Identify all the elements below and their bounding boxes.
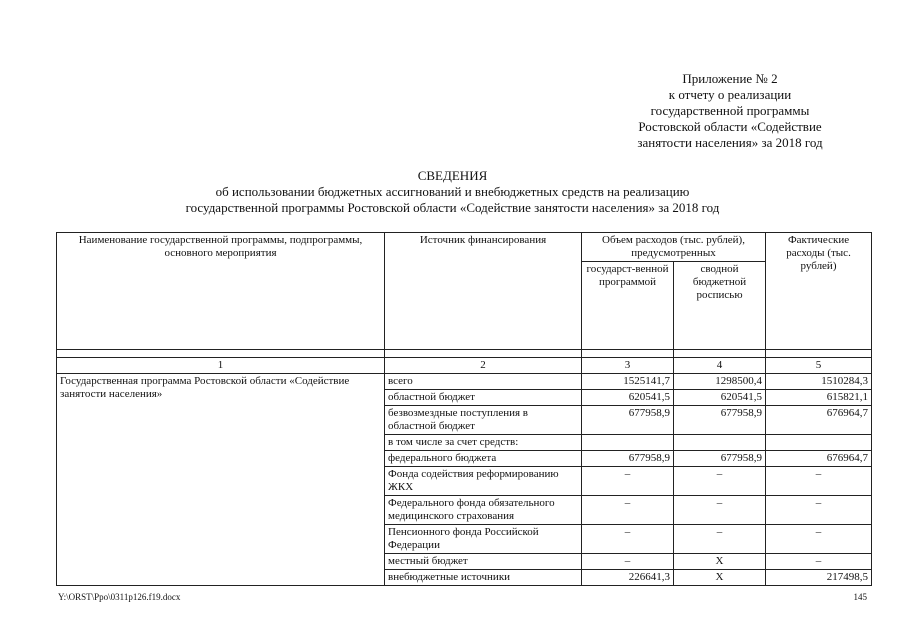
value-state: 677958,9 — [582, 406, 674, 435]
value-actual: 676964,7 — [766, 451, 872, 467]
value-state — [582, 435, 674, 451]
table-header-row — [57, 233, 872, 262]
col-number: 5 — [766, 358, 872, 374]
value-actual — [766, 435, 872, 451]
value-state: 1525141,7 — [582, 374, 674, 390]
title-line: об использовании бюджетных ассигнований и внебюджетных средств на реализацию — [215, 184, 690, 199]
value-budget: 1298500,4 — [674, 374, 766, 390]
col-number: 1 — [57, 358, 385, 374]
source-cell: Пенсионного фонда Российской Федерации — [385, 525, 582, 554]
source-cell: местный бюджет — [385, 554, 582, 570]
value-budget: 620541,5 — [674, 390, 766, 406]
header-volume: Объем расходов (тыс. рублей), предусмотренных — [582, 233, 766, 262]
appendix-line: к отчету о реализации — [668, 87, 792, 102]
value-state: 620541,5 — [582, 390, 674, 406]
value-state: 226641,3 — [582, 570, 674, 586]
header-volume-state: государст-венной программой — [582, 262, 674, 350]
value-state: – — [582, 554, 674, 570]
value-state: – — [582, 496, 674, 525]
col-number: 4 — [674, 358, 766, 374]
appendix-line: Приложение № 2 — [682, 71, 778, 86]
source-cell: областной бюджет — [385, 390, 582, 406]
source-cell: Федерального фонда обязательного медицинского страхования — [385, 496, 582, 525]
value-actual: – — [766, 525, 872, 554]
value-actual: 1510284,3 — [766, 374, 872, 390]
source-cell: всего — [385, 374, 582, 390]
appendix-line: занятости населения» за 2018 год — [637, 135, 823, 150]
source-cell: Фонда содействия реформированию ЖКХ — [385, 467, 582, 496]
source-cell: в том числе за счет средств: — [385, 435, 582, 451]
column-number-row — [57, 358, 872, 374]
source-cell: федерального бюджета — [385, 451, 582, 467]
source-cell: внебюджетные источники — [385, 570, 582, 586]
value-actual: – — [766, 496, 872, 525]
appendix-line: государственной программы — [650, 103, 810, 118]
value-actual: – — [766, 554, 872, 570]
col-number: 2 — [385, 358, 582, 374]
appendix-note — [600, 71, 860, 151]
header-name: Наименование государственной программы, подпрограммы, основного мероприятия — [57, 233, 385, 350]
value-budget: Х — [674, 570, 766, 586]
value-budget: – — [674, 496, 766, 525]
value-budget: 677958,9 — [674, 451, 766, 467]
value-state: – — [582, 467, 674, 496]
file-path: Y:\ORST\Ppo\0311p126.f19.docx — [58, 592, 181, 602]
value-budget: Х — [674, 554, 766, 570]
program-name: Государственная программа Ростовской области «Содействие занятости населения» — [57, 374, 385, 586]
header-separator — [57, 350, 872, 358]
value-actual: 676964,7 — [766, 406, 872, 435]
expenditure-table — [56, 232, 872, 586]
value-budget: – — [674, 525, 766, 554]
value-budget: 677958,9 — [674, 406, 766, 435]
table-row — [57, 374, 872, 390]
col-number: 3 — [582, 358, 674, 374]
title-heading: СВЕДЕНИЯ — [417, 168, 488, 183]
header-source: Источник финансирования — [385, 233, 582, 350]
header-actual: Фактические расходы (тыс. рублей) — [766, 233, 872, 350]
source-cell: безвозмездные поступления в областной бюджет — [385, 406, 582, 435]
value-budget: – — [674, 467, 766, 496]
value-actual: 615821,1 — [766, 390, 872, 406]
appendix-line: Ростовской области «Содействие — [638, 119, 822, 134]
header-volume-budget: сводной бюджетной росписью — [674, 262, 766, 350]
title-line: государственной программы Ростовской области «Содействие занятости населения» за 2018 год — [185, 200, 720, 215]
value-actual: 217498,5 — [766, 570, 872, 586]
value-budget — [674, 435, 766, 451]
page-number: 145 — [853, 592, 867, 602]
value-state: – — [582, 525, 674, 554]
value-state: 677958,9 — [582, 451, 674, 467]
document-title — [0, 168, 905, 216]
value-actual: – — [766, 467, 872, 496]
